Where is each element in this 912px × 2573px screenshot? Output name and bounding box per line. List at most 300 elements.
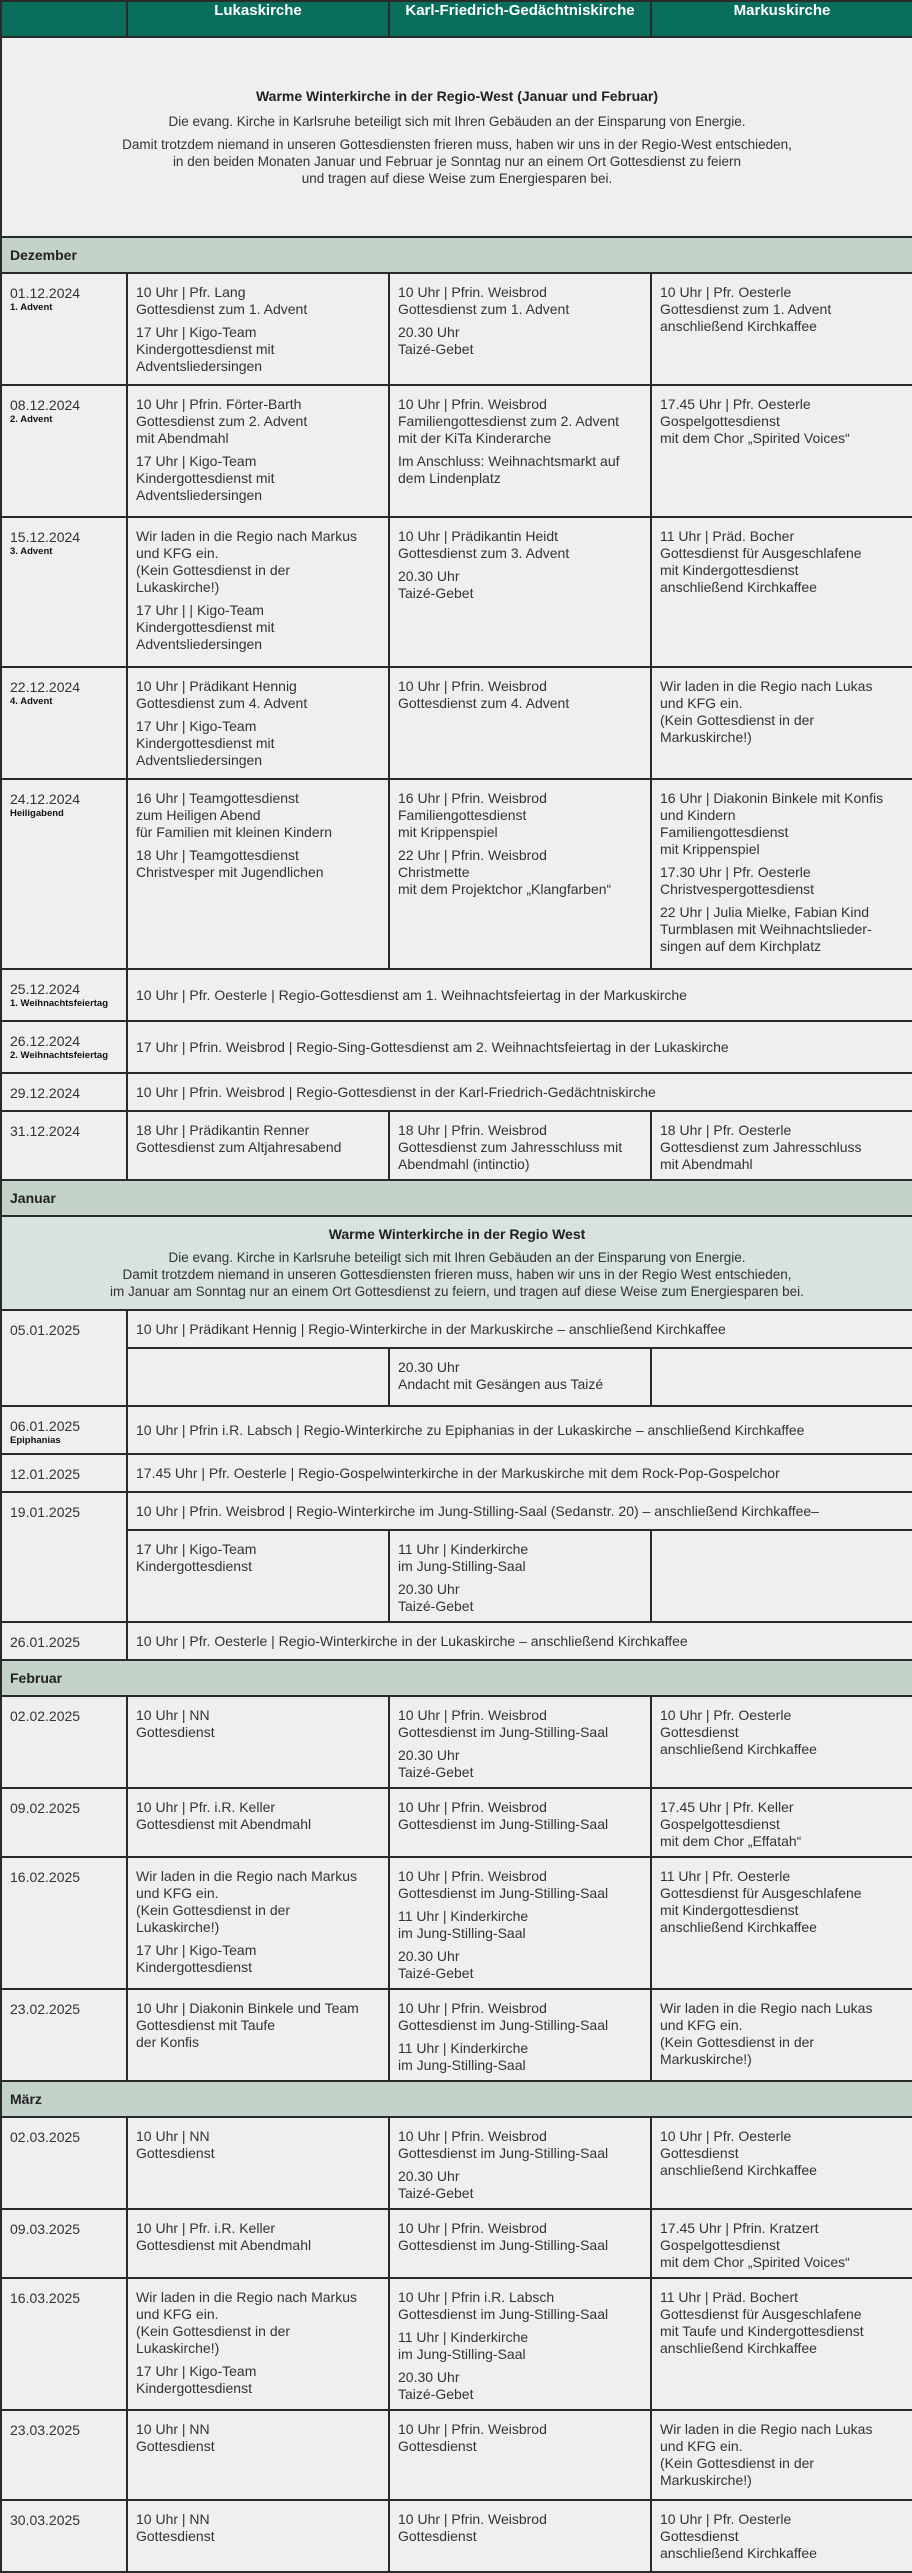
event-line: Lukaskirche!) bbox=[136, 2340, 220, 2356]
markuskirche-cell bbox=[651, 2117, 912, 2209]
regio-service-cell: 10 Uhr | Pfr. Oesterle | Regio-Gottesdienst am 1. Weihnachtsfeiertag in der Markuskirche bbox=[127, 969, 912, 1021]
event-line: Gottesdienst bbox=[660, 1724, 739, 1740]
event-block bbox=[136, 2363, 382, 2397]
event-line: Familiengottesdienst bbox=[660, 824, 789, 840]
event-line: Gottesdienst für Ausgeschlafene bbox=[660, 2306, 862, 2322]
event-line: Adventsliedersingen bbox=[136, 487, 263, 503]
month-heading: Februar bbox=[1, 1660, 912, 1696]
event-line: für Familien mit kleinen Kindern bbox=[136, 824, 333, 840]
event-block bbox=[660, 1799, 906, 1850]
event-block bbox=[398, 1707, 644, 1741]
kfg-cell bbox=[389, 273, 651, 385]
event-line: 22 Uhr | Julia Mielke, Fabian Kind bbox=[660, 904, 870, 920]
table-row bbox=[1, 2209, 912, 2278]
event-block bbox=[660, 396, 906, 447]
intro-paragraph-2-line-1: Damit trotzdem niemand in unseren Gottesdiensten frieren muss, haben wir uns in der Regio-West entschieden, bbox=[122, 136, 792, 152]
date-value: 19.01.2025 bbox=[10, 1504, 81, 1520]
kfg-cell bbox=[389, 2209, 651, 2278]
regio-service-cell: 10 Uhr | Pfr. Oesterle | Regio-Winterkirche in der Lukaskirche – anschließend Kirchkaffee bbox=[127, 1622, 912, 1660]
event-line: 17 Uhr | Kigo-Team bbox=[136, 453, 257, 469]
event-line: 16 Uhr | Diakonin Binkele mit Konfis bbox=[660, 790, 884, 806]
event-line: Kindergottesdienst mit bbox=[136, 619, 275, 635]
event-line: Markuskirche!) bbox=[660, 2051, 752, 2067]
event-line: mit Kindergottesdienst bbox=[660, 1902, 799, 1918]
event-line: Kindergottesdienst mit bbox=[136, 470, 275, 486]
markuskirche-cell bbox=[651, 2209, 912, 2278]
table-row bbox=[1, 517, 912, 667]
markuskirche-cell bbox=[651, 2278, 912, 2410]
lukaskirche-cell bbox=[127, 273, 389, 385]
event-line: Gottesdienst im Jung-Stilling-Saal bbox=[398, 2145, 609, 2161]
event-line: 17.45 Uhr | Pfrin. Kratzert bbox=[660, 2220, 819, 2236]
kfg-cell bbox=[389, 1857, 651, 1989]
table-row bbox=[1, 2410, 912, 2500]
event-line: Wir laden in die Regio nach Markus bbox=[136, 1868, 357, 1884]
event-line: 10 Uhr | Prädikantin Heidt bbox=[398, 528, 559, 544]
date-occasion: 2. Advent bbox=[10, 414, 53, 425]
regio-service-cell: 17 Uhr | Pfrin. Weisbrod | Regio-Sing-Gottesdienst am 2. Weihnachtsfeiertag in der Lukaskirche bbox=[127, 1021, 912, 1073]
date-cell bbox=[1, 1454, 127, 1492]
event-block bbox=[660, 2289, 906, 2357]
event-block bbox=[398, 1581, 644, 1615]
date-value: 25.12.2024 bbox=[10, 981, 81, 997]
event-line: 10 Uhr | Pfrin. Förter-Barth bbox=[136, 396, 302, 412]
date-value: 02.03.2025 bbox=[10, 2129, 81, 2145]
event-block bbox=[136, 2000, 382, 2051]
event-block bbox=[398, 1868, 644, 1902]
lukaskirche-cell bbox=[127, 667, 389, 779]
date-cell bbox=[1, 969, 127, 1021]
event-line: mit Kindergottesdienst bbox=[660, 562, 799, 578]
event-line: Im Anschluss: Weihnachtsmarkt auf bbox=[398, 453, 620, 469]
event-line: (Kein Gottesdienst in der bbox=[136, 562, 291, 578]
event-line: 10 Uhr | Diakonin Binkele und Team bbox=[136, 2000, 359, 2016]
event-line: 11 Uhr | Präd. Bochert bbox=[660, 2289, 798, 2305]
table-row bbox=[1, 2278, 912, 2410]
kfg-cell bbox=[389, 1788, 651, 1857]
date-value: 08.12.2024 bbox=[10, 397, 81, 413]
event-block bbox=[398, 2421, 644, 2455]
event-line: (Kein Gottesdienst in der bbox=[660, 712, 815, 728]
event-line: 10 Uhr | Pfr. Oesterle bbox=[660, 2511, 792, 2527]
event-line: 20.30 Uhr bbox=[398, 568, 460, 584]
event-block bbox=[398, 2329, 644, 2363]
date-value: 05.01.2025 bbox=[10, 1322, 81, 1338]
table-row bbox=[1, 1696, 912, 1788]
event-line: Christvesper mit Jugendlichen bbox=[136, 864, 324, 880]
event-line: Lukaskirche!) bbox=[136, 579, 220, 595]
event-line: Christmette bbox=[398, 864, 470, 880]
event-line: 10 Uhr | Pfrin. Weisbrod bbox=[398, 1868, 547, 1884]
event-block bbox=[136, 2128, 382, 2162]
event-line: 10 Uhr | Pfr. i.R. Keller bbox=[136, 2220, 276, 2236]
regio-service-cell: 10 Uhr | Prädikant Hennig | Regio-Winterkirche in der Markuskirche – anschließend Kirchkaffee bbox=[127, 1310, 912, 1348]
event-block bbox=[136, 1868, 382, 1936]
event-block bbox=[398, 1122, 644, 1173]
event-block bbox=[660, 1122, 906, 1173]
winter-notice-line: im Januar am Sonntag nur an einem Ort Gottesdienst zu feiern, und tragen auf diese Weise zum Energiesparen bei. bbox=[110, 1284, 804, 1299]
event-line: Adventsliedersingen bbox=[136, 752, 263, 768]
event-block bbox=[136, 678, 382, 712]
date-value: 29.12.2024 bbox=[10, 1085, 81, 1101]
event-line: 10 Uhr | Pfrin. Weisbrod bbox=[398, 2421, 547, 2437]
event-line: mit Abendmahl bbox=[660, 1156, 753, 1172]
markuskirche-cell bbox=[651, 2500, 912, 2572]
date-cell bbox=[1, 1989, 127, 2081]
event-block bbox=[136, 453, 382, 504]
lukaskirche-cell bbox=[127, 385, 389, 517]
event-line: 10 Uhr | Pfrin. Weisbrod bbox=[398, 284, 547, 300]
event-block bbox=[660, 2128, 906, 2179]
event-block bbox=[398, 2040, 644, 2074]
date-cell bbox=[1, 273, 127, 385]
markuskirche-cell bbox=[651, 1348, 912, 1406]
table-row bbox=[1, 969, 912, 1021]
kfg-cell bbox=[389, 385, 651, 517]
lukaskirche-cell bbox=[127, 1788, 389, 1857]
regio-service-cell: 10 Uhr | Pfrin. Weisbrod | Regio-Gottesdienst in der Karl-Friedrich-Gedächtniskirche bbox=[127, 1073, 912, 1111]
kfg-cell bbox=[389, 1348, 651, 1406]
date-value: 22.12.2024 bbox=[10, 679, 81, 695]
date-cell bbox=[1, 1021, 127, 1073]
date-value: 16.02.2025 bbox=[10, 1869, 81, 1885]
header-row bbox=[1, 1, 912, 37]
date-value: 09.02.2025 bbox=[10, 1800, 81, 1816]
event-line: Wir laden in die Regio nach Markus bbox=[136, 2289, 357, 2305]
event-line: 17.45 Uhr | Pfr. Oesterle bbox=[660, 396, 811, 412]
event-line: Gottesdienst zum 4. Advent bbox=[136, 695, 308, 711]
event-block bbox=[136, 2511, 382, 2545]
event-line: anschließend Kirchkaffee bbox=[660, 318, 817, 334]
lukaskirche-cell bbox=[127, 2500, 389, 2572]
event-line: Wir laden in die Regio nach Lukas bbox=[660, 678, 873, 694]
lukaskirche-cell bbox=[127, 1989, 389, 2081]
event-line: 11 Uhr | Kinderkirche bbox=[398, 1908, 529, 1924]
date-value: 23.03.2025 bbox=[10, 2422, 81, 2438]
event-line: (Kein Gottesdienst in der bbox=[660, 2034, 815, 2050]
event-block bbox=[398, 2168, 644, 2202]
intro-paragraph-2-line-3: und tragen auf diese Weise zum Energiesparen bei. bbox=[301, 170, 613, 186]
event-line: Gottesdienst mit Taufe bbox=[136, 2017, 276, 2033]
event-line: 17 Uhr | Kigo-Team bbox=[136, 1541, 257, 1557]
event-block bbox=[660, 2511, 906, 2562]
markuskirche-cell bbox=[651, 667, 912, 779]
markuskirche-cell bbox=[651, 1857, 912, 1989]
event-block bbox=[660, 528, 906, 596]
event-block bbox=[136, 847, 382, 881]
event-block bbox=[398, 396, 644, 447]
event-line: 17 Uhr | Kigo-Team bbox=[136, 1942, 257, 1958]
event-line: 10 Uhr | Pfrin. Weisbrod bbox=[398, 2128, 547, 2144]
kfg-cell bbox=[389, 1111, 651, 1180]
date-cell bbox=[1, 779, 127, 969]
event-line: 11 Uhr | Kinderkirche bbox=[398, 2329, 529, 2345]
table-row bbox=[1, 667, 912, 779]
event-block bbox=[660, 284, 906, 335]
event-block bbox=[398, 2369, 644, 2403]
event-block bbox=[660, 678, 906, 746]
event-line: Taizé-Gebet bbox=[398, 2185, 474, 2201]
event-line: anschließend Kirchkaffee bbox=[660, 2545, 817, 2561]
kfg-cell bbox=[389, 667, 651, 779]
markuskirche-cell bbox=[651, 273, 912, 385]
event-line: Gottesdienst bbox=[398, 2438, 477, 2454]
event-line: 22 Uhr | Pfrin. Weisbrod bbox=[398, 847, 547, 863]
event-line: 17 Uhr | Kigo-Team bbox=[136, 324, 257, 340]
event-line: Gottesdienst im Jung-Stilling-Saal bbox=[398, 1724, 609, 1740]
date-value: 06.01.2025 bbox=[10, 1418, 81, 1434]
event-line: 17 Uhr | | Kigo-Team bbox=[136, 602, 264, 618]
event-block bbox=[136, 602, 382, 653]
event-line: Christvespergottesdienst bbox=[660, 881, 815, 897]
lukaskirche-cell bbox=[127, 1696, 389, 1788]
event-line: 18 Uhr | Pfrin. Weisbrod bbox=[398, 1122, 547, 1138]
event-block bbox=[398, 453, 644, 487]
date-value: 30.03.2025 bbox=[10, 2512, 81, 2528]
month-heading: Dezember bbox=[1, 237, 912, 273]
event-line: anschließend Kirchkaffee bbox=[660, 579, 817, 595]
event-line: Kindergottesdienst bbox=[136, 2380, 252, 2396]
event-line: Wir laden in die Regio nach Markus bbox=[136, 528, 357, 544]
event-line: 11 Uhr | Präd. Bocher bbox=[660, 528, 795, 544]
event-line: Kindergottesdienst mit bbox=[136, 735, 275, 751]
event-block bbox=[398, 528, 644, 562]
event-block bbox=[398, 2220, 644, 2254]
date-cell bbox=[1, 1788, 127, 1857]
date-value: 01.12.2024 bbox=[10, 285, 81, 301]
month-row bbox=[1, 237, 912, 273]
kfg-cell bbox=[389, 517, 651, 667]
event-line: und KFG ein. bbox=[660, 2017, 743, 2033]
event-block bbox=[136, 1122, 382, 1156]
event-line: Kindergottesdienst mit bbox=[136, 341, 275, 357]
event-line: Kindergottesdienst bbox=[136, 1558, 252, 1574]
event-line: Taizé-Gebet bbox=[398, 1598, 474, 1614]
kfg-cell bbox=[389, 2117, 651, 2209]
event-line: mit dem Projektchor „Klangfarben“ bbox=[398, 881, 612, 897]
event-line: Taizé-Gebet bbox=[398, 585, 474, 601]
event-line: 10 Uhr | Pfrin. Weisbrod bbox=[398, 396, 547, 412]
event-line: Gottesdienst bbox=[136, 1724, 215, 1740]
lukaskirche-cell bbox=[127, 1530, 389, 1622]
event-line: Wir laden in die Regio nach Lukas bbox=[660, 2421, 873, 2437]
event-line: und KFG ein. bbox=[136, 1885, 219, 1901]
date-cell bbox=[1, 1622, 127, 1660]
date-value: 02.02.2025 bbox=[10, 1708, 81, 1724]
event-line: anschließend Kirchkaffee bbox=[660, 2162, 817, 2178]
event-line: 10 Uhr | Pfrin. Weisbrod bbox=[398, 678, 547, 694]
event-line: Gottesdienst für Ausgeschlafene bbox=[660, 545, 862, 561]
month-row bbox=[1, 1660, 912, 1696]
lukaskirche-cell bbox=[127, 2278, 389, 2410]
date-value: 26.01.2025 bbox=[10, 1634, 81, 1650]
markuskirche-cell bbox=[651, 385, 912, 517]
event-block bbox=[136, 1942, 382, 1976]
event-block bbox=[660, 2220, 906, 2271]
table-row bbox=[1, 1989, 912, 2081]
lukaskirche-cell bbox=[127, 2209, 389, 2278]
month-heading: März bbox=[1, 2081, 912, 2117]
markuskirche-cell bbox=[651, 1111, 912, 1180]
event-line: Gospelgottesdienst bbox=[660, 2237, 780, 2253]
event-line: 18 Uhr | Teamgottesdienst bbox=[136, 847, 299, 863]
event-line: Taizé-Gebet bbox=[398, 341, 474, 357]
event-line: Taizé-Gebet bbox=[398, 1764, 474, 1780]
winter-notice-title: Warme Winterkirche in der Regio West bbox=[328, 1226, 586, 1242]
winter-notice-line: Die evang. Kirche in Karlsruhe beteiligt sich mit Ihren Gebäuden an der Einsparung von Energie. bbox=[168, 1250, 746, 1265]
event-line: Gottesdienst bbox=[136, 2528, 215, 2544]
event-line: 10 Uhr | Pfr. Lang bbox=[136, 284, 246, 300]
event-line: Gottesdienst bbox=[136, 2438, 215, 2454]
date-value: 24.12.2024 bbox=[10, 791, 81, 807]
event-block bbox=[136, 790, 382, 841]
event-block bbox=[136, 528, 382, 596]
event-line: Gottesdienst mit Abendmahl bbox=[136, 2237, 312, 2253]
event-line: Markuskirche!) bbox=[660, 729, 752, 745]
event-line: 10 Uhr | NN bbox=[136, 1707, 210, 1723]
table-row bbox=[1, 1788, 912, 1857]
date-cell bbox=[1, 385, 127, 517]
event-line: Gottesdienst im Jung-Stilling-Saal bbox=[398, 2017, 609, 2033]
regio-service-cell: 17.45 Uhr | Pfr. Oesterle | Regio-Gospelwinterkirche in der Markuskirche mit dem Rock-Pop-Gospelchor bbox=[127, 1454, 912, 1492]
event-line: mit dem Chor „Effatah“ bbox=[660, 1833, 802, 1849]
table-row bbox=[1, 1073, 912, 1111]
event-line: Gottesdienst bbox=[660, 2145, 739, 2161]
month-row bbox=[1, 1180, 912, 1216]
winter-notice bbox=[1, 1216, 912, 1310]
event-line: 10 Uhr | NN bbox=[136, 2511, 210, 2527]
header-lukaskirche: Lukaskirche bbox=[127, 1, 389, 37]
event-line: mit Abendmahl bbox=[136, 430, 229, 446]
event-line: 20.30 Uhr bbox=[398, 2369, 460, 2385]
event-line: Gottesdienst zum Altjahresabend bbox=[136, 1139, 342, 1155]
event-line: Turmblasen mit Weihnachtslieder- bbox=[660, 921, 872, 937]
event-block bbox=[136, 324, 382, 375]
date-cell bbox=[1, 1406, 127, 1454]
event-line: Gottesdienst im Jung-Stilling-Saal bbox=[398, 2306, 609, 2322]
event-line: 10 Uhr | NN bbox=[136, 2128, 210, 2144]
date-occasion: 3. Advent bbox=[10, 546, 53, 557]
event-block bbox=[136, 2289, 382, 2357]
event-line: 10 Uhr | Pfrin. Weisbrod bbox=[398, 1707, 547, 1723]
event-block bbox=[398, 2511, 644, 2545]
date-cell bbox=[1, 2209, 127, 2278]
event-line: 10 Uhr | NN bbox=[136, 2421, 210, 2437]
event-line: Gottesdienst bbox=[398, 2528, 477, 2544]
event-line: 10 Uhr | Pfr. Oesterle bbox=[660, 1707, 792, 1723]
event-line: anschließend Kirchkaffee bbox=[660, 1919, 817, 1935]
lukaskirche-cell bbox=[127, 1857, 389, 1989]
event-line: anschließend Kirchkaffee bbox=[660, 1741, 817, 1757]
event-block bbox=[136, 1799, 382, 1833]
event-line: im Jung-Stilling-Saal bbox=[398, 1925, 526, 1941]
event-line: Gottesdienst im Jung-Stilling-Saal bbox=[398, 2237, 609, 2253]
table-row bbox=[1, 779, 912, 969]
date-cell bbox=[1, 2410, 127, 2500]
date-occasion: 1. Weihnachtsfeiertag bbox=[10, 998, 109, 1009]
event-line: mit Krippenspiel bbox=[660, 841, 760, 857]
markuskirche-cell bbox=[651, 779, 912, 969]
date-cell bbox=[1, 1111, 127, 1180]
event-line: 17.30 Uhr | Pfr. Oesterle bbox=[660, 864, 811, 880]
event-block bbox=[398, 2000, 644, 2034]
event-line: Gottesdienst zum 1. Advent bbox=[398, 301, 570, 317]
event-line: 20.30 Uhr bbox=[398, 1359, 460, 1375]
header-kfg: Karl-Friedrich-Gedächtniskirche bbox=[389, 1, 651, 37]
winter-notice-row bbox=[1, 1216, 912, 1310]
table-row bbox=[1, 1348, 912, 1406]
event-block bbox=[398, 1799, 644, 1833]
event-line: und Kindern bbox=[660, 807, 736, 823]
event-line: 11 Uhr | Pfr. Oesterle bbox=[660, 1868, 791, 1884]
event-line: Gottesdienst für Ausgeschlafene bbox=[660, 1885, 862, 1901]
markuskirche-cell bbox=[651, 1696, 912, 1788]
table-row bbox=[1, 1310, 912, 1348]
event-block bbox=[398, 1359, 644, 1393]
event-line: 20.30 Uhr bbox=[398, 1948, 460, 1964]
event-line: der Konfis bbox=[136, 2034, 200, 2050]
event-line: 16 Uhr | Pfrin. Weisbrod bbox=[398, 790, 547, 806]
event-line: 10 Uhr | Pfrin. Weisbrod bbox=[398, 2511, 547, 2527]
event-block bbox=[136, 396, 382, 447]
event-line: Gottesdienst zum Jahresschluss bbox=[660, 1139, 862, 1155]
event-line: und KFG ein. bbox=[136, 2306, 219, 2322]
event-line: und KFG ein. bbox=[660, 2438, 743, 2454]
event-line: Gospelgottesdienst bbox=[660, 1816, 780, 1832]
date-cell bbox=[1, 1310, 127, 1406]
table-row bbox=[1, 1406, 912, 1454]
date-occasion: 2. Weihnachtsfeiertag bbox=[10, 1050, 109, 1061]
event-block bbox=[660, 2421, 906, 2489]
markuskirche-cell bbox=[651, 517, 912, 667]
event-line: dem Lindenplatz bbox=[398, 470, 501, 486]
event-block bbox=[136, 2421, 382, 2455]
table-row bbox=[1, 1622, 912, 1660]
event-block bbox=[660, 904, 906, 955]
event-line: Taizé-Gebet bbox=[398, 2386, 474, 2402]
event-line: Gottesdienst zum 4. Advent bbox=[398, 695, 570, 711]
table-row bbox=[1, 1454, 912, 1492]
month-heading: Januar bbox=[1, 1180, 912, 1216]
month-row bbox=[1, 2081, 912, 2117]
table-row bbox=[1, 2500, 912, 2572]
event-line: (Kein Gottesdienst in der bbox=[136, 1902, 291, 1918]
event-block bbox=[398, 847, 644, 898]
intro-row bbox=[1, 37, 912, 237]
kfg-cell bbox=[389, 779, 651, 969]
table-row bbox=[1, 1530, 912, 1622]
event-line: 18 Uhr | Prädikantin Renner bbox=[136, 1122, 310, 1138]
event-line: 18 Uhr | Pfr. Oesterle bbox=[660, 1122, 792, 1138]
event-line: Gottesdienst bbox=[660, 2528, 739, 2544]
kfg-cell bbox=[389, 1989, 651, 2081]
event-line: 10 Uhr | Pfrin. Weisbrod bbox=[398, 2000, 547, 2016]
intro-paragraph-1: Die evang. Kirche in Karlsruhe beteiligt sich mit Ihren Gebäuden an der Einsparung von Energie. bbox=[168, 113, 746, 129]
event-line: Abendmahl (intinctio) bbox=[398, 1156, 530, 1172]
event-block bbox=[398, 284, 644, 318]
lukaskirche-cell bbox=[127, 1111, 389, 1180]
event-line: Adventsliedersingen bbox=[136, 636, 263, 652]
event-line: im Jung-Stilling-Saal bbox=[398, 2057, 526, 2073]
table-row bbox=[1, 1111, 912, 1180]
intro-box bbox=[1, 37, 912, 237]
date-value: 09.03.2025 bbox=[10, 2221, 81, 2237]
event-line: und KFG ein. bbox=[136, 545, 219, 561]
kfg-cell bbox=[389, 2410, 651, 2500]
event-block bbox=[136, 284, 382, 318]
event-line: Gottesdienst mit Abendmahl bbox=[136, 1816, 312, 1832]
table-row bbox=[1, 1857, 912, 1989]
